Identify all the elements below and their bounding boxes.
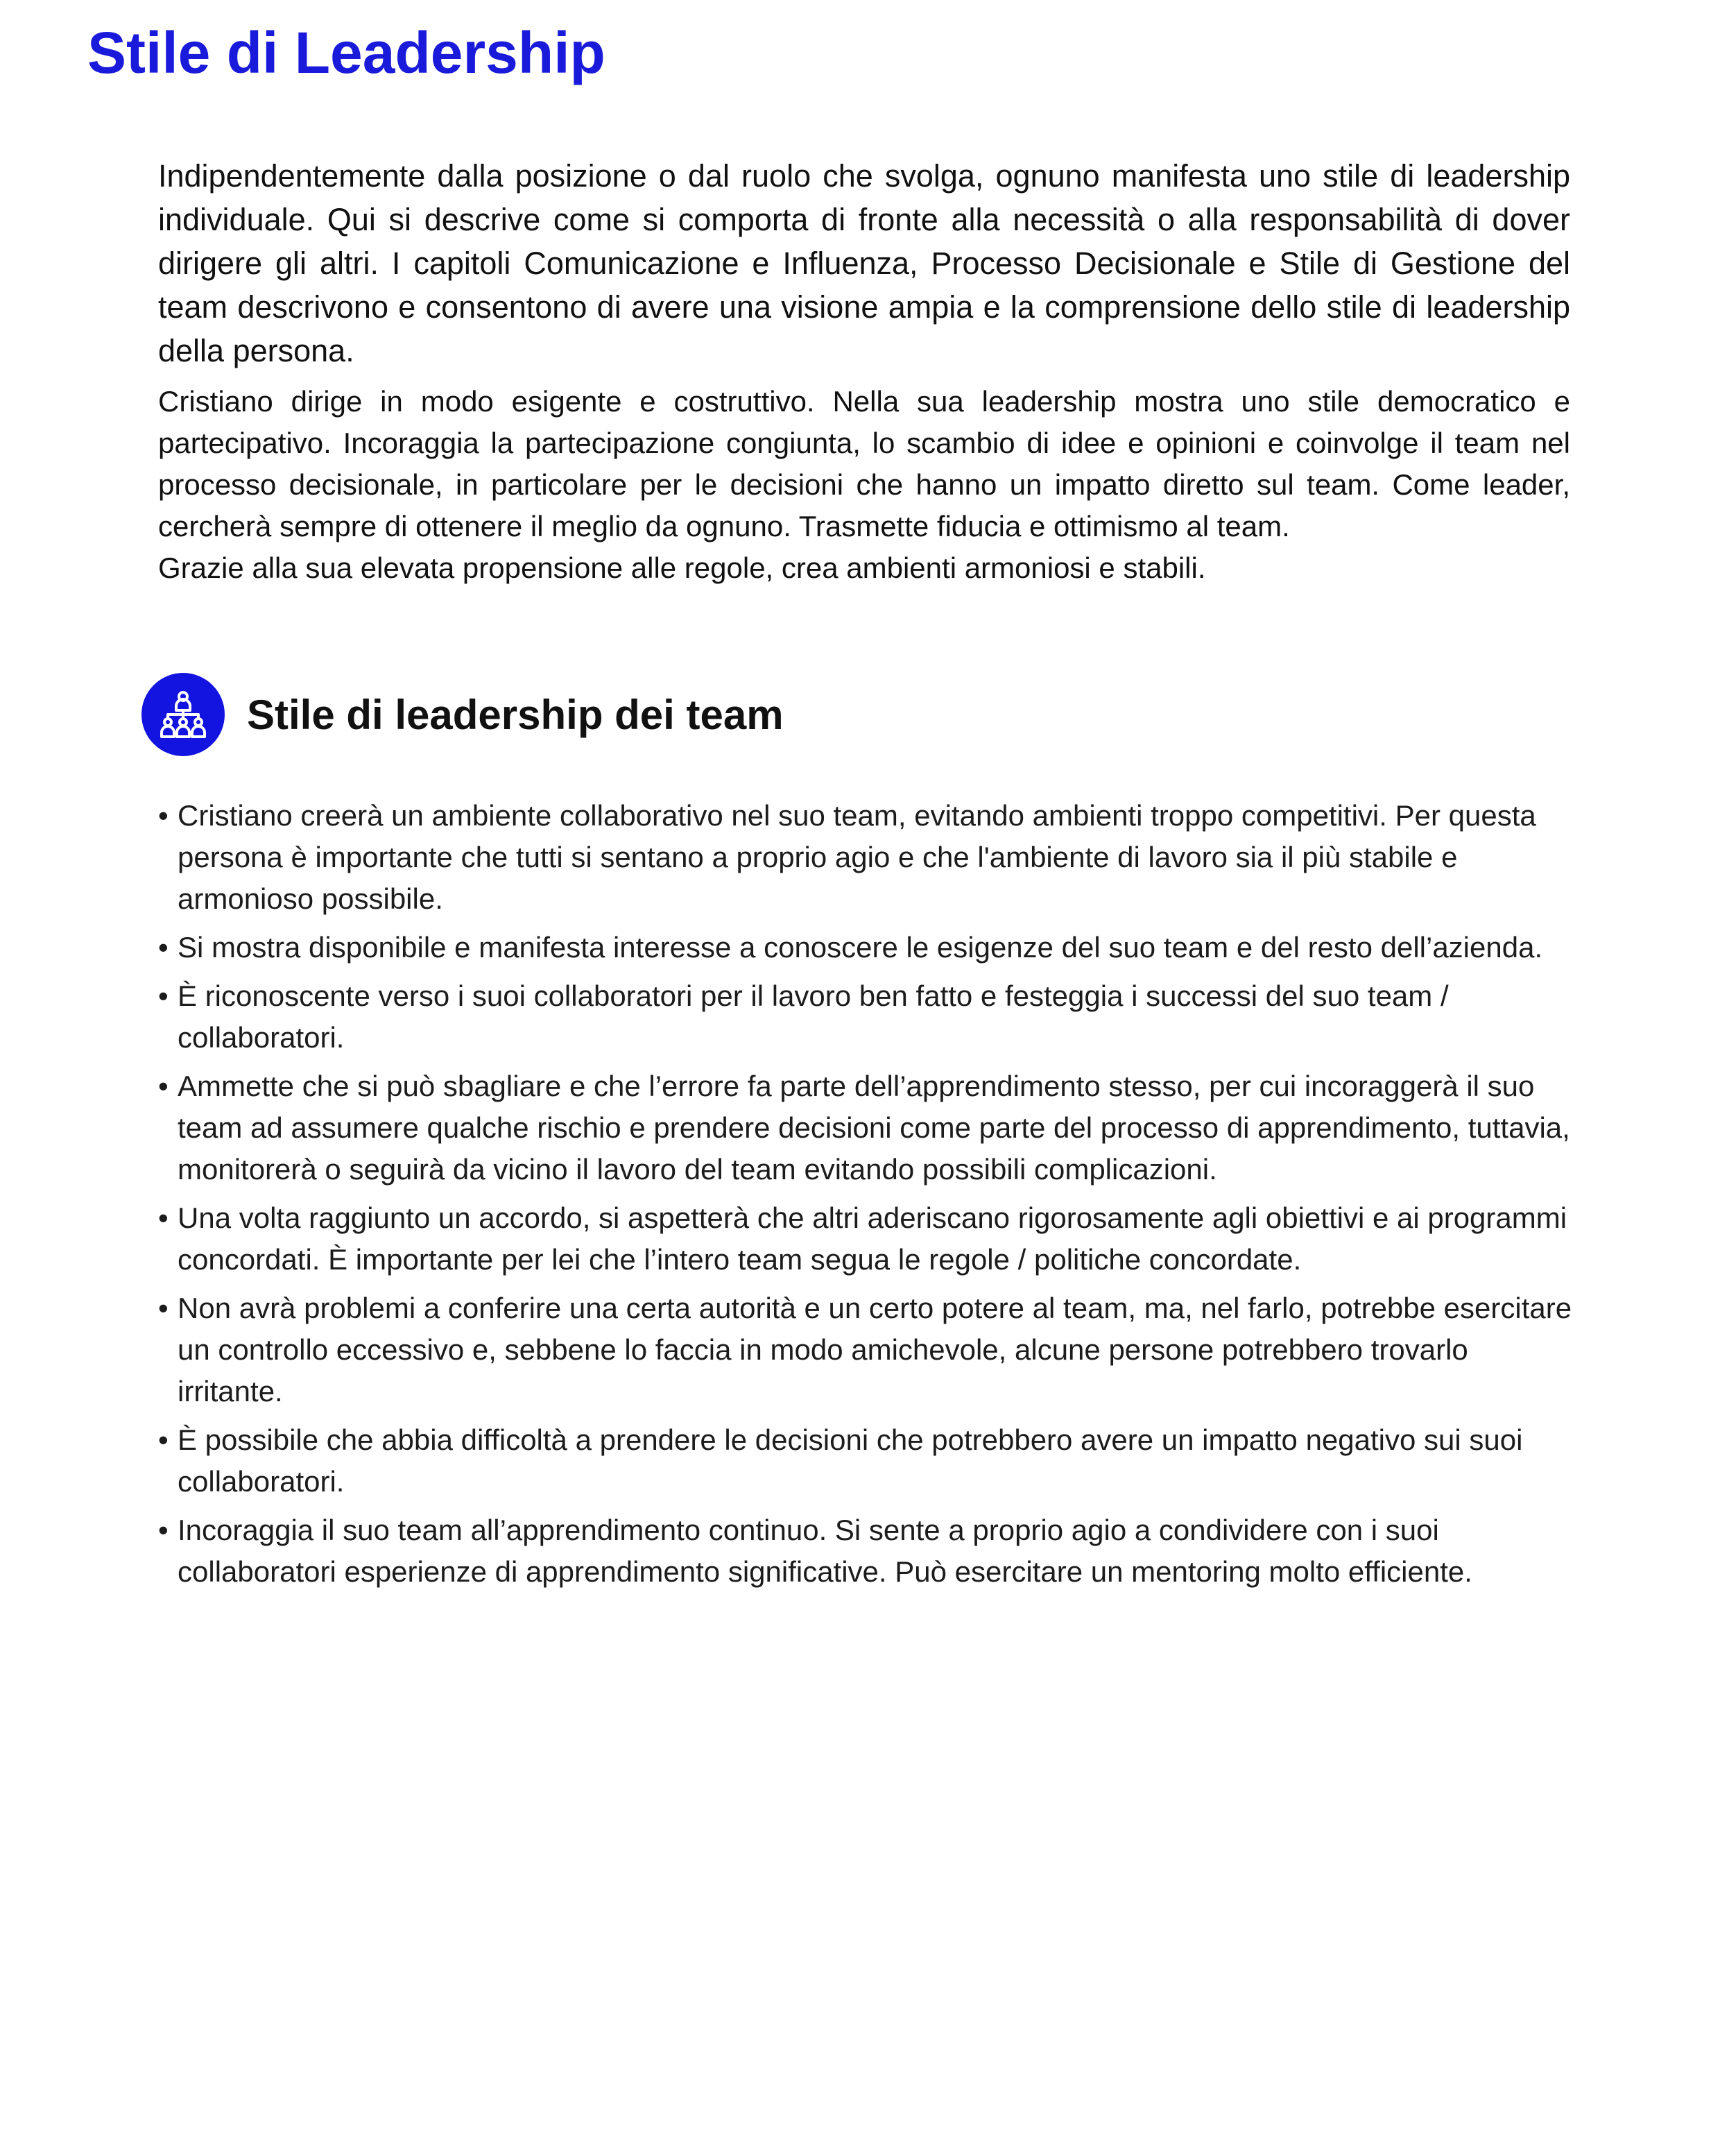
list-item-text: Cristiano creerà un ambiente collaborativo nel suo team, evitando ambienti troppo competitivi. Per questa persona è importante che tutti si sentano a proprio agio e che l'ambiente di lavoro sia il più stabile e armonioso possibile. (178, 799, 1536, 915)
section-title: Stile di leadership dei team (247, 691, 784, 738)
list-item-text: Incoraggia il suo team all’apprendimento continuo. Si sente a proprio agio a condividere con i suoi collaboratori esperienze di apprendimento significative. Può esercitare un mentoring molto efficiente. (178, 1514, 1472, 1588)
list-item-text: Non avrà problemi a conferire una certa autorità e un certo potere al team, ma, nel farlo, potrebbe esercitare un controllo eccessivo e, sebbene lo faccia in modo amichevole, alcune persone potrebbero trovarlo irritante. (178, 1292, 1572, 1408)
list-item (158, 1197, 1573, 1281)
list-item-text: Una volta raggiunto un accordo, si aspetterà che altri aderiscano rigorosamente agli obiettivi e ai programmi concordati. È importante per lei che l’intero team segua le regole / politiche concordate. (178, 1201, 1567, 1276)
intro-section (158, 154, 1570, 589)
page-title: Stile di Leadership (87, 20, 605, 85)
bullet-marker: • (158, 1292, 169, 1324)
intro-paragraph: Indipendentemente dalla posizione o dal ruolo che svolga, ognuno manifesta uno stile di leadership individuale. Qui si descrive come si comporta di fronte alla necessità o alla responsabilità di dover dirigere gli altri. I capitoli Comunicazione e Influenza, Processo Decisionale e Stile di Gestione del team descrivono e consentono di avere una visione ampia e la comprensione dello stile di leadership della persona. (158, 158, 1570, 368)
bullet-marker: • (158, 1514, 169, 1546)
bullet-marker: • (158, 1201, 169, 1234)
bullet-marker: • (158, 931, 169, 964)
list-item (158, 795, 1573, 920)
list-item (158, 975, 1573, 1059)
team-hierarchy-icon (141, 673, 225, 756)
bullet-marker: • (158, 979, 169, 1012)
profile-paragraph: Cristiano dirige in modo esigente e costruttivo. Nella sua leadership mostra uno stile democratico e partecipativo. Incoraggia la partecipazione congiunta, lo scambio di idee e opinioni e coinvolge il team nel processo decisionale, in particolare per le decisioni che hanno un impatto diretto sul team. Come leader, cercherà sempre di ottenere il meglio da ognuno. Trasmette fiducia e ottimismo al team. (158, 385, 1570, 542)
list-item (158, 1287, 1573, 1412)
list-item-text: Ammette che si può sbagliare e che l’errore fa parte dell’apprendimento stesso, per cui incoraggerà il suo team ad assumere qualche rischio e prendere decisioni come parte del processo di apprendimento, tuttavia, monitorerà o seguirà da vicino il lavoro del team evitando possibili complicazioni. (178, 1070, 1570, 1186)
bullet-marker: • (158, 1070, 169, 1102)
list-item (158, 1419, 1573, 1503)
leadership-bullet-list (158, 795, 1573, 1600)
list-item-text: Si mostra disponibile e manifesta interesse a conoscere le esigenze del suo team e del resto dell’azienda. (178, 931, 1543, 964)
list-item-text: È possibile che abbia difficoltà a prendere le decisioni che potrebbero avere un impatto negativo sui suoi collaboratori. (178, 1423, 1523, 1498)
list-item (158, 1066, 1573, 1190)
list-item (158, 1509, 1573, 1593)
section-header (141, 673, 784, 756)
bullet-marker: • (158, 799, 169, 832)
list-item-text: È riconoscente verso i suoi collaboratori per il lavoro ben fatto e festeggia i successi del suo team / collaboratori. (178, 979, 1449, 1054)
bullet-marker: • (158, 1423, 169, 1456)
list-item (158, 927, 1573, 968)
rules-paragraph: Grazie alla sua elevata propensione alle regole, crea ambienti armoniosi e stabili. (158, 551, 1206, 584)
